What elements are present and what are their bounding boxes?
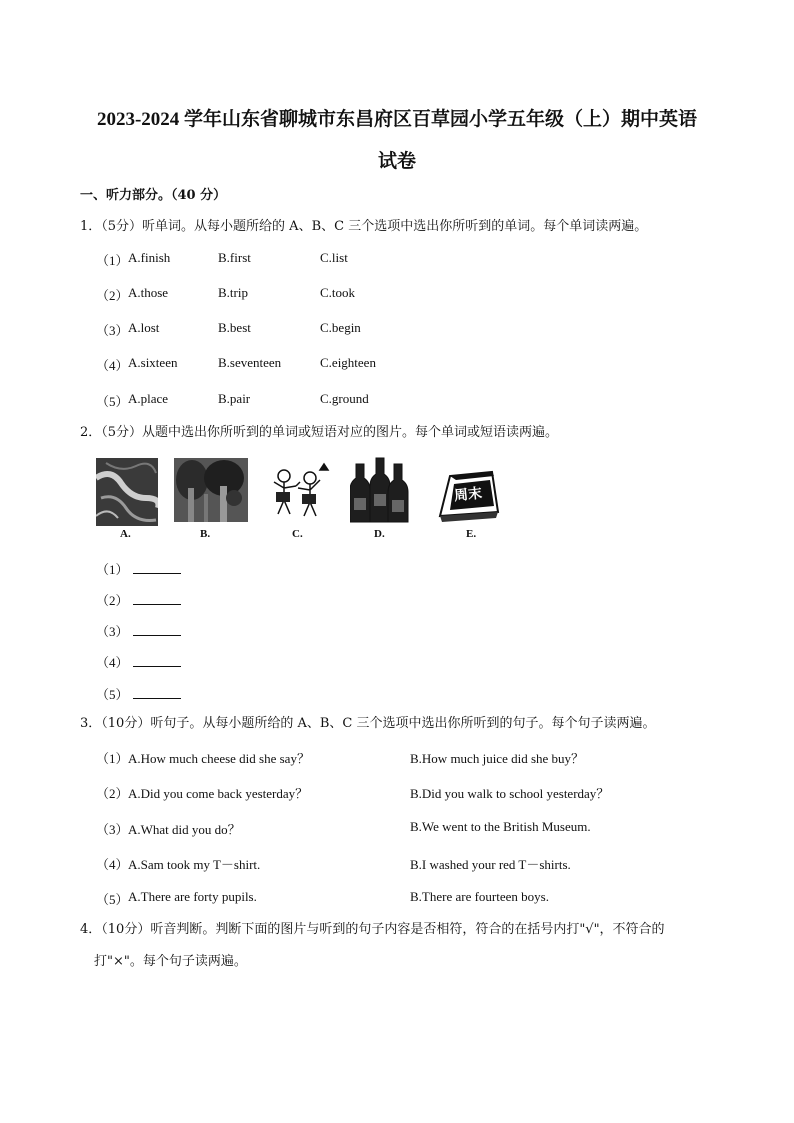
- item-number: （5）: [96, 394, 129, 409]
- blank-number: （2）: [96, 593, 129, 608]
- option-a: A.There are forty pupils.: [128, 889, 257, 904]
- q2-blank-4: [96, 652, 181, 671]
- option-a: A.What did you do？: [128, 822, 241, 837]
- option-b: B.trip: [218, 285, 248, 300]
- tree-photo-icon: [174, 458, 248, 522]
- item-number: （3）: [96, 323, 129, 338]
- q2-blank-3: [96, 621, 181, 640]
- option-a: A.sixteen: [128, 355, 178, 370]
- answer-blank[interactable]: [133, 654, 181, 667]
- option-b: B.best: [218, 320, 251, 335]
- weekend-sign-drawing-icon: [436, 466, 500, 522]
- item-number: （2）: [96, 288, 129, 303]
- blank-number: （3）: [96, 624, 129, 639]
- people-cheering-drawing-icon: [268, 462, 332, 522]
- question-4-stem-line1: 4．（10分）听音判断。判断下面的图片与听到的句子内容是否相符，符合的在括号内打"√"，不符合的: [80, 922, 665, 937]
- q2-blank-2: [96, 590, 181, 609]
- option-a: A.finish: [128, 250, 171, 265]
- option-b: B.How much juice did she buy？: [410, 751, 585, 766]
- option-c: C.ground: [320, 391, 369, 406]
- option-b: B.seventeen: [218, 355, 282, 370]
- item-number: （4）: [96, 358, 129, 373]
- item-number: （3）: [96, 822, 129, 837]
- option-b: B.We went to the British Museum.: [410, 819, 591, 834]
- option-b: B.pair: [218, 391, 251, 406]
- answer-blank[interactable]: [133, 592, 181, 605]
- option-b: B.I washed your red T－shirts.: [410, 857, 571, 872]
- answer-blank[interactable]: [133, 561, 181, 574]
- q2-blank-1: [96, 559, 181, 578]
- item-number: （5）: [96, 892, 129, 907]
- option-a: A.lost: [128, 320, 160, 335]
- item-number: （2）: [96, 786, 129, 801]
- blank-number: （1）: [96, 562, 129, 577]
- picture-label-d: D.: [374, 528, 385, 540]
- blank-number: （5）: [96, 687, 129, 702]
- q2-blank-5: [96, 684, 181, 703]
- section-heading-listening: 一、听力部分。（40 分）: [80, 188, 227, 203]
- option-a: A.Sam took my T－shirt.: [128, 857, 261, 872]
- item-number: （4）: [96, 857, 129, 872]
- answer-blank[interactable]: [133, 686, 181, 699]
- weekend-sign-text: 周末: [453, 485, 483, 505]
- option-c: C.list: [320, 250, 348, 265]
- picture-label-a: A.: [120, 528, 131, 540]
- question-3-stem: 3．（10分）听句子。从每小题所给的 A、B、C 三个选项中选出你所听到的句子。每个句子读两遍。: [80, 716, 656, 731]
- option-a: A.place: [128, 391, 169, 406]
- item-number: （1）: [96, 253, 129, 268]
- option-c: C.eighteen: [320, 355, 376, 370]
- option-c: C.begin: [320, 320, 361, 335]
- option-b: B.first: [218, 250, 251, 265]
- question-2-stem: 2．（5分）从题中选出你所听到的单词或短语对应的图片。每个单词或短语读两遍。: [80, 425, 559, 440]
- item-number: （1）: [96, 751, 129, 766]
- bottles-drawing-icon: [350, 454, 410, 524]
- option-a: A.Did you come back yesterday？: [128, 786, 309, 801]
- blank-number: （4）: [96, 655, 129, 670]
- exam-title-line2: 试卷: [377, 151, 416, 172]
- picture-label-c: C.: [292, 528, 303, 540]
- option-a: A.those: [128, 285, 169, 300]
- exam-title-line1: 2023-2024 学年山东省聊城市东昌府区百草园小学五年级（上）期中英语: [96, 109, 698, 130]
- river-map-photo-icon: [96, 458, 158, 526]
- option-a: A.How much cheese did she say？: [128, 751, 310, 766]
- question-1-stem: 1．（5分）听单词。从每小题所给的 A、B、C 三个选项中选出你所听到的单词。每个单词读两遍。: [80, 219, 648, 234]
- option-b: B.Did you walk to school yesterday？: [410, 786, 610, 801]
- option-b: B.There are fourteen boys.: [410, 889, 549, 904]
- answer-blank[interactable]: [133, 623, 181, 636]
- picture-label-b: B.: [200, 528, 211, 540]
- option-c: C.took: [320, 285, 356, 300]
- picture-label-e: E.: [466, 528, 477, 540]
- question-4-stem-line2: 打"×"。每个句子读两遍。: [94, 954, 247, 969]
